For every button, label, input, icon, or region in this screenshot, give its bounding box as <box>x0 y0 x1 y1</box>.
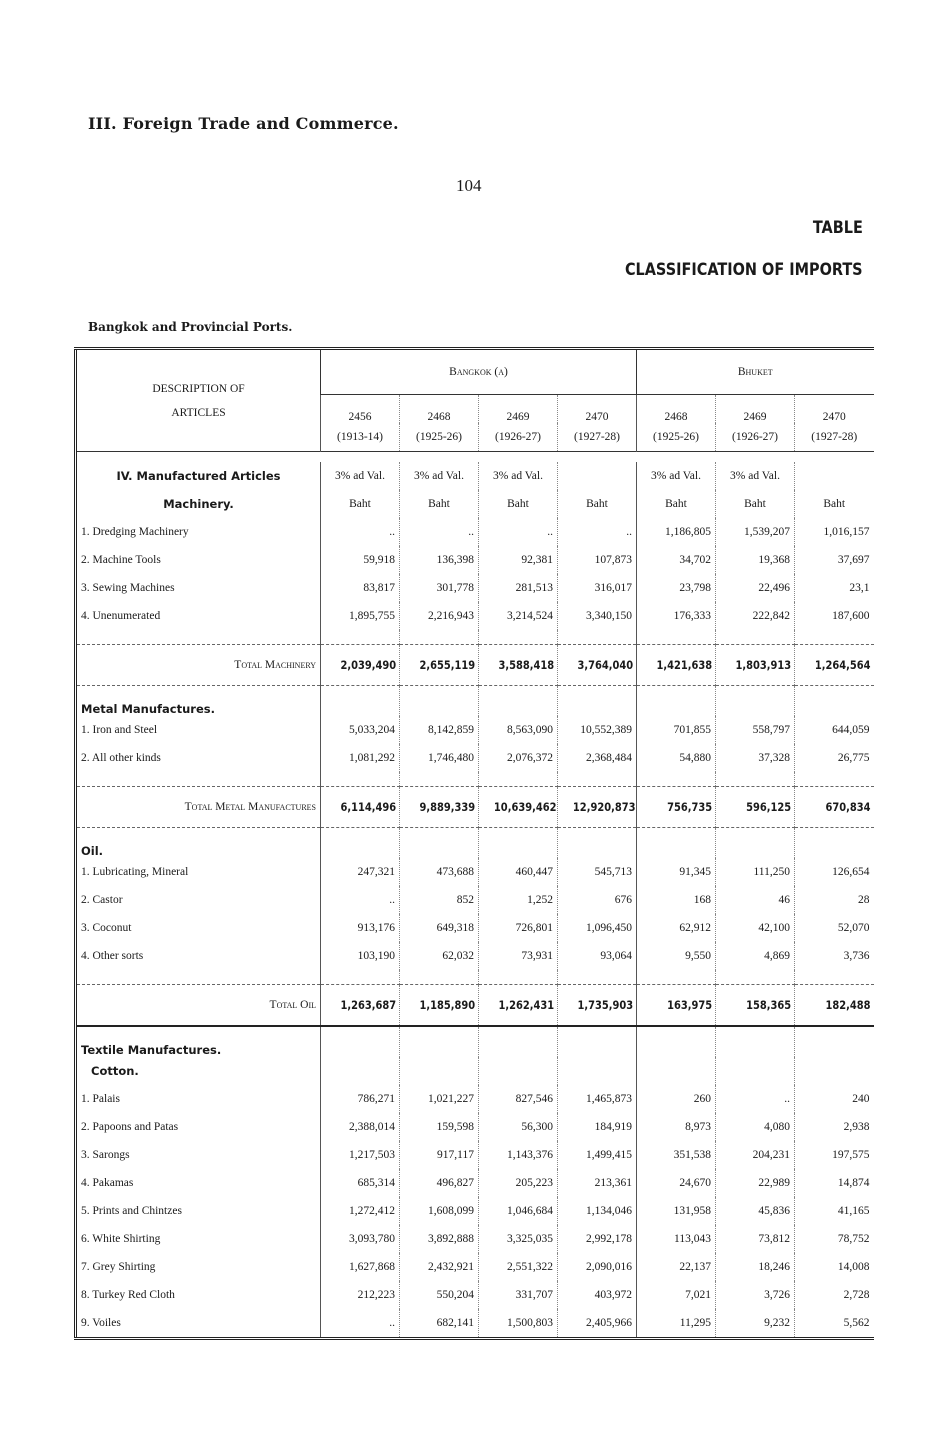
table-row <box>76 602 874 630</box>
cell-value: 1,499,415 <box>558 1141 637 1169</box>
total-value: 596,125 <box>727 787 795 828</box>
cell-value: 24,670 <box>637 1169 716 1197</box>
table-row <box>76 1169 874 1197</box>
cell-value: 3,214,524 <box>479 602 558 630</box>
row-label: 1. Iron and Steel <box>81 724 158 736</box>
cell-value: 1,081,292 <box>321 744 400 772</box>
empty-cell <box>716 1026 795 1057</box>
empty-cell <box>400 1026 479 1057</box>
cell-value: 107,873 <box>558 546 637 574</box>
description-column-header <box>76 350 321 452</box>
row-label: 6. White Shirting <box>81 1233 161 1245</box>
rate-row <box>76 462 874 490</box>
cell-value: 460,447 <box>479 858 558 886</box>
total-row <box>76 985 874 1027</box>
cell-value: 1,186,805 <box>637 518 716 546</box>
year-header-ad: (1925-26) <box>400 423 479 452</box>
cell-value: 131,958 <box>637 1197 716 1225</box>
row-label: 2. All other kinds <box>81 752 161 764</box>
row-label: 9. Voiles <box>81 1317 121 1329</box>
total-value: 1,421,638 <box>648 645 716 686</box>
year-header-be: 2469 <box>479 395 558 424</box>
cell-value: 1,895,755 <box>321 602 400 630</box>
cell-value: 1,627,868 <box>321 1253 400 1281</box>
year-header-ad: (1927-28) <box>795 423 874 452</box>
cell-value: 1,134,046 <box>558 1197 637 1225</box>
cell-value: 786,271 <box>321 1085 400 1113</box>
table-word: TABLE <box>812 218 863 238</box>
cell-value: 18,246 <box>716 1253 795 1281</box>
cell-value: 19,368 <box>716 546 795 574</box>
cell-value: 5,562 <box>795 1309 874 1337</box>
cell-value: 4,869 <box>716 942 795 970</box>
cell-value: 113,043 <box>637 1225 716 1253</box>
cell-value: 56,300 <box>479 1113 558 1141</box>
bhuket-group-header: Bhuket <box>637 350 874 395</box>
cell-value: 187,600 <box>795 602 874 630</box>
year-header-ad: (1913-14) <box>321 423 400 452</box>
cell-value: 42,100 <box>716 914 795 942</box>
cell-value: 403,972 <box>558 1281 637 1309</box>
empty-cell <box>637 686 716 717</box>
unit-cell: Baht <box>400 490 479 518</box>
row-label: 2. Machine Tools <box>81 554 161 566</box>
total-value: 9,889,339 <box>411 787 479 828</box>
cell-value: 1,016,157 <box>795 518 874 546</box>
cell-value: 240 <box>795 1085 874 1113</box>
cell-value: 78,752 <box>795 1225 874 1253</box>
cell-value: 168 <box>637 886 716 914</box>
cell-value: 644,059 <box>795 716 874 744</box>
cell-value: 1,046,684 <box>479 1197 558 1225</box>
empty-cell <box>795 828 874 859</box>
cell-value: 701,855 <box>637 716 716 744</box>
year-header-ad: (1927-28) <box>558 423 637 452</box>
total-value: 670,834 <box>806 787 874 828</box>
row-label: 4. Pakamas <box>81 1177 134 1189</box>
cell-value: 545,713 <box>558 858 637 886</box>
cell-value: .. <box>716 1085 795 1113</box>
section-header-row <box>76 1026 874 1057</box>
cell-value: 23,1 <box>795 574 874 602</box>
cell-value: 205,223 <box>479 1169 558 1197</box>
rate-cell: 3% ad Val. <box>400 462 479 490</box>
total-row <box>76 787 874 828</box>
cell-value: 682,141 <box>400 1309 479 1337</box>
table-row <box>76 1309 874 1337</box>
cell-value: 917,117 <box>400 1141 479 1169</box>
cell-value: 9,232 <box>716 1309 795 1337</box>
rate-cell: 3% ad Val. <box>637 462 716 490</box>
section-title: Metal Manufactures. <box>81 702 215 716</box>
empty-cell <box>795 686 874 717</box>
empty-cell <box>321 1026 400 1057</box>
cell-value: 73,812 <box>716 1225 795 1253</box>
cell-value: 45,836 <box>716 1197 795 1225</box>
cell-value: 83,817 <box>321 574 400 602</box>
cell-value: 1,539,207 <box>716 518 795 546</box>
cell-value: 54,880 <box>637 744 716 772</box>
empty-cell <box>558 1057 637 1085</box>
row-label: 2. Castor <box>81 894 123 906</box>
empty-cell <box>558 686 637 717</box>
cell-value: .. <box>321 1309 400 1337</box>
empty-cell <box>637 828 716 859</box>
empty-cell <box>716 686 795 717</box>
row-label: 4. Other sorts <box>81 950 144 962</box>
cell-value: 91,345 <box>637 858 716 886</box>
cell-value: 2,728 <box>795 1281 874 1309</box>
cell-value: 22,137 <box>637 1253 716 1281</box>
cell-value: 351,538 <box>637 1141 716 1169</box>
unit-cell: Baht <box>637 490 716 518</box>
cell-value: 159,598 <box>400 1113 479 1141</box>
cell-value: 46 <box>716 886 795 914</box>
cell-value: 649,318 <box>400 914 479 942</box>
cell-value: 726,801 <box>479 914 558 942</box>
year-header-be: 2469 <box>716 395 795 424</box>
manufactured-articles-title: IV. Manufactured Articles <box>116 469 281 483</box>
total-value: 2,039,490 <box>332 645 400 686</box>
empty-cell <box>479 1057 558 1085</box>
cell-value: 9,550 <box>637 942 716 970</box>
cell-value: 2,368,484 <box>558 744 637 772</box>
empty-cell <box>558 1026 637 1057</box>
cell-value: 2,938 <box>795 1113 874 1141</box>
total-value: 158,365 <box>727 985 795 1027</box>
cell-value: 3,093,780 <box>321 1225 400 1253</box>
empty-cell <box>400 1057 479 1085</box>
cell-value: 247,321 <box>321 858 400 886</box>
table-row <box>76 1113 874 1141</box>
row-label: 7. Grey Shirting <box>81 1261 156 1273</box>
cell-value: 1,143,376 <box>479 1141 558 1169</box>
cell-value: 37,697 <box>795 546 874 574</box>
year-header-ad: (1926-27) <box>716 423 795 452</box>
cell-value: 301,778 <box>400 574 479 602</box>
cell-value: 2,216,943 <box>400 602 479 630</box>
empty-cell <box>479 1026 558 1057</box>
cell-value: 1,746,480 <box>400 744 479 772</box>
cell-value: 34,702 <box>637 546 716 574</box>
empty-cell <box>321 1057 400 1085</box>
cell-value: 1,217,503 <box>321 1141 400 1169</box>
cell-value: 852 <box>400 886 479 914</box>
total-label: Total Oil <box>76 985 321 1027</box>
year-header-ad: (1926-27) <box>479 423 558 452</box>
cell-value: .. <box>321 518 400 546</box>
table-row <box>76 716 874 744</box>
cell-value: 212,223 <box>321 1281 400 1309</box>
table-row <box>76 1085 874 1113</box>
cell-value: 93,064 <box>558 942 637 970</box>
empty-cell <box>716 1057 795 1085</box>
empty-cell <box>558 828 637 859</box>
total-label: Total Machinery <box>76 645 321 686</box>
table-row <box>76 518 874 546</box>
row-label: 5. Prints and Chintzes <box>81 1205 182 1217</box>
cell-value: 913,176 <box>321 914 400 942</box>
cell-value: 222,842 <box>716 602 795 630</box>
section-title: Textile Manufactures. <box>76 1026 321 1057</box>
description-heading-line1: DESCRIPTION OF <box>152 382 245 395</box>
cell-value: 22,989 <box>716 1169 795 1197</box>
rate-cell: 3% ad Val. <box>321 462 400 490</box>
cell-value: 8,142,859 <box>400 716 479 744</box>
unit-cell: Baht <box>795 490 874 518</box>
cell-value: 10,552,389 <box>558 716 637 744</box>
cell-value: 2,551,322 <box>479 1253 558 1281</box>
year-header-be: 2468 <box>637 395 716 424</box>
cell-value: 2,432,921 <box>400 1253 479 1281</box>
total-value: 1,803,913 <box>727 645 795 686</box>
empty-cell <box>637 1057 716 1085</box>
table-row <box>76 1141 874 1169</box>
year-header-be: 2470 <box>795 395 874 424</box>
empty-cell <box>321 828 400 859</box>
cell-value: 28 <box>795 886 874 914</box>
empty-cell <box>637 1026 716 1057</box>
cell-value: 103,190 <box>321 942 400 970</box>
cell-value: 14,008 <box>795 1253 874 1281</box>
cotton-title: Cotton. <box>91 1064 139 1078</box>
unit-row <box>76 490 874 518</box>
empty-cell <box>795 1057 874 1085</box>
total-value: 1,263,687 <box>332 985 400 1027</box>
cell-value: 8,973 <box>637 1113 716 1141</box>
unit-cell: Baht <box>716 490 795 518</box>
row-label: 8. Turkey Red Cloth <box>81 1289 175 1301</box>
cell-value: 1,252 <box>479 886 558 914</box>
total-value: 1,185,890 <box>411 985 479 1027</box>
cell-value: 126,654 <box>795 858 874 886</box>
table-row <box>76 574 874 602</box>
row-label: 1. Palais <box>81 1093 120 1105</box>
cell-value: 26,775 <box>795 744 874 772</box>
cell-value: 550,204 <box>400 1281 479 1309</box>
cell-value: 73,931 <box>479 942 558 970</box>
cell-value: 213,361 <box>558 1169 637 1197</box>
section-header-row <box>76 686 874 717</box>
total-value: 10,639,462 <box>490 787 558 828</box>
page-number: 104 <box>456 176 482 195</box>
table-title: CLASSIFICATION OF IMPORTS <box>625 260 863 280</box>
cell-value: 4,080 <box>716 1113 795 1141</box>
cell-value: 473,688 <box>400 858 479 886</box>
row-label: 2. Papoons and Patas <box>81 1121 179 1133</box>
cell-value: 197,575 <box>795 1141 874 1169</box>
cell-value: 676 <box>558 886 637 914</box>
table-row <box>76 886 874 914</box>
total-value: 182,488 <box>806 985 874 1027</box>
total-value: 1,264,564 <box>806 645 874 686</box>
cell-value: 5,033,204 <box>321 716 400 744</box>
cell-value: 59,918 <box>321 546 400 574</box>
cell-value: 37,328 <box>716 744 795 772</box>
total-value: 3,764,040 <box>569 645 637 686</box>
cell-value: 136,398 <box>400 546 479 574</box>
total-value: 756,735 <box>648 787 716 828</box>
total-value: 1,262,431 <box>490 985 558 1027</box>
row-label: 3. Coconut <box>81 922 132 934</box>
row-label: 3. Sarongs <box>81 1149 130 1161</box>
year-header-ad: (1925-26) <box>637 423 716 452</box>
cell-value: 62,912 <box>637 914 716 942</box>
cell-value: .. <box>479 518 558 546</box>
rate-cell <box>558 462 637 490</box>
table-row <box>76 1253 874 1281</box>
cell-value: 14,874 <box>795 1169 874 1197</box>
cell-value: 3,340,150 <box>558 602 637 630</box>
cell-value: .. <box>321 886 400 914</box>
cell-value: .. <box>400 518 479 546</box>
cell-value: 2,388,014 <box>321 1113 400 1141</box>
cell-value: 1,021,227 <box>400 1085 479 1113</box>
cell-value: 558,797 <box>716 716 795 744</box>
cell-value: 92,381 <box>479 546 558 574</box>
cell-value: 496,827 <box>400 1169 479 1197</box>
year-header-be: 2468 <box>400 395 479 424</box>
cell-value: 52,070 <box>795 914 874 942</box>
row-label: 4. Unenumerated <box>81 610 161 622</box>
description-heading-line2: ARTICLES <box>171 406 226 419</box>
bangkok-group-header: Bangkok (a) <box>321 350 637 395</box>
table-row <box>76 858 874 886</box>
row-label: 1. Lubricating, Mineral <box>81 866 189 878</box>
unit-cell: Baht <box>321 490 400 518</box>
empty-cell <box>479 686 558 717</box>
table-row <box>76 546 874 574</box>
subsection-header-row <box>76 1057 874 1085</box>
table-row <box>76 1225 874 1253</box>
total-value: 2,655,119 <box>411 645 479 686</box>
cell-value: 1,500,803 <box>479 1309 558 1337</box>
table-row <box>76 942 874 970</box>
section-header-row <box>76 828 874 859</box>
total-value: 1,735,903 <box>569 985 637 1027</box>
cell-value: 2,405,966 <box>558 1309 637 1337</box>
cell-value: 176,333 <box>637 602 716 630</box>
cell-value: 1,608,099 <box>400 1197 479 1225</box>
cell-value: 2,090,016 <box>558 1253 637 1281</box>
rate-cell: 3% ad Val. <box>479 462 558 490</box>
unit-cell: Baht <box>558 490 637 518</box>
cell-value: 316,017 <box>558 574 637 602</box>
section-title: Oil. <box>81 844 104 858</box>
cell-value: 111,250 <box>716 858 795 886</box>
cell-value: 184,919 <box>558 1113 637 1141</box>
cell-value: 2,076,372 <box>479 744 558 772</box>
table-row <box>76 744 874 772</box>
rate-cell: 3% ad Val. <box>716 462 795 490</box>
year-header-be: 2456 <box>321 395 400 424</box>
cell-value: 260 <box>637 1085 716 1113</box>
table-row <box>76 1281 874 1309</box>
cell-value: 3,892,888 <box>400 1225 479 1253</box>
cell-value: 204,231 <box>716 1141 795 1169</box>
total-value: 12,920,873 <box>569 787 637 828</box>
empty-cell <box>321 686 400 717</box>
ports-label: Bangkok and Provincial Ports. <box>88 320 293 334</box>
cell-value: 1,465,873 <box>558 1085 637 1113</box>
row-label: 1. Dredging Machinery <box>81 526 189 538</box>
row-label: 3. Sewing Machines <box>81 582 175 594</box>
cell-value: .. <box>558 518 637 546</box>
cell-value: 281,513 <box>479 574 558 602</box>
cell-value: 827,546 <box>479 1085 558 1113</box>
rate-cell <box>795 462 874 490</box>
total-value: 6,114,496 <box>332 787 400 828</box>
empty-cell <box>400 686 479 717</box>
cell-value: 11,295 <box>637 1309 716 1337</box>
total-label: Total Metal Manufactures <box>76 787 321 828</box>
total-row <box>76 645 874 686</box>
section-title: III. Foreign Trade and Commerce. <box>88 114 399 133</box>
empty-cell <box>479 828 558 859</box>
cell-value: 2,992,178 <box>558 1225 637 1253</box>
empty-cell <box>400 828 479 859</box>
cell-value: 1,096,450 <box>558 914 637 942</box>
total-value: 163,975 <box>648 985 716 1027</box>
cell-value: 3,726 <box>716 1281 795 1309</box>
cell-value: 62,032 <box>400 942 479 970</box>
table-row <box>76 914 874 942</box>
empty-cell <box>795 1026 874 1057</box>
cell-value: 7,021 <box>637 1281 716 1309</box>
cell-value: 3,736 <box>795 942 874 970</box>
cell-value: 23,798 <box>637 574 716 602</box>
empty-cell <box>716 828 795 859</box>
table-row <box>76 1197 874 1225</box>
total-value: 3,588,418 <box>490 645 558 686</box>
cell-value: 8,563,090 <box>479 716 558 744</box>
unit-cell: Baht <box>479 490 558 518</box>
cell-value: 685,314 <box>321 1169 400 1197</box>
cell-value: 41,165 <box>795 1197 874 1225</box>
cell-value: 1,272,412 <box>321 1197 400 1225</box>
machinery-title: Machinery. <box>163 497 234 511</box>
cell-value: 331,707 <box>479 1281 558 1309</box>
cell-value: 22,496 <box>716 574 795 602</box>
year-header-be: 2470 <box>558 395 637 424</box>
cell-value: 3,325,035 <box>479 1225 558 1253</box>
imports-table <box>74 347 874 1340</box>
